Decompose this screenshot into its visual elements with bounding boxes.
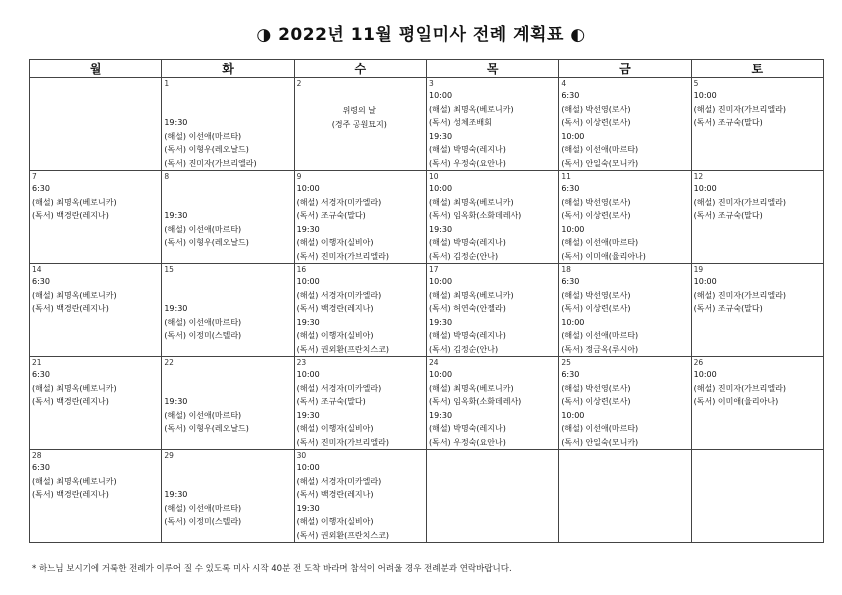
schedule-line: 19:30	[428, 317, 453, 327]
schedule-line: 19:30	[164, 397, 188, 406]
schedule-line: 10:00	[693, 184, 717, 193]
schedule-line: (해설) 서경자(미카엘라)	[296, 197, 382, 207]
liturgy-calendar-table	[29, 59, 824, 543]
schedule-line: (독서) 진미자(가브리엘라)	[164, 158, 257, 168]
schedule-line: (해설) 최명옥(베로니카)	[32, 290, 117, 300]
schedule-line: (해설) 이행자(실비아)	[296, 424, 374, 433]
day-number: 3	[428, 79, 434, 88]
schedule-line: (독서) 진미자(가브리엘라)	[296, 251, 389, 261]
schedule-line: 10:00	[561, 224, 585, 234]
day-cell	[559, 450, 691, 543]
schedule-line: (독서) 이미애(율리아나)	[561, 251, 646, 261]
day-number: 17	[428, 265, 439, 274]
schedule-line: (독서) 조규숙(말다)	[693, 118, 763, 127]
day-cell	[691, 450, 823, 543]
schedule-line: (독서) 조규숙(말다)	[693, 304, 763, 313]
day-cell	[30, 450, 162, 543]
schedule-line: (해설) 진미자(가브리엘라)	[693, 104, 786, 114]
schedule-line: (해설) 박명숙(레지나)	[428, 145, 506, 154]
schedule-line: (해설) 최명옥(베로니카)	[428, 383, 514, 393]
schedule-line: (독서) 이상련(로사)	[561, 304, 631, 313]
day-number: 30	[296, 451, 307, 460]
day-number: 24	[428, 358, 439, 367]
day-cell	[691, 78, 823, 171]
day-number: 18	[561, 265, 571, 274]
schedule-line: (독서) 권외환(프란치스코)	[296, 344, 389, 354]
schedule-line: (독서) 이미애(율리아나)	[693, 397, 779, 406]
day-cell	[426, 264, 558, 357]
schedule-line: 19:30	[296, 503, 320, 513]
schedule-line: 19:30	[164, 118, 188, 127]
schedule-line: (해설) 박명숙(레지나)	[428, 424, 506, 433]
schedule-line: (독서) 이상련(로사)	[561, 211, 631, 220]
schedule-line: (해설) 진미자(가브리엘라)	[693, 383, 786, 393]
day-cell	[30, 78, 162, 171]
weekday-header-fri: 금	[559, 60, 691, 78]
schedule-line: (해설) 최명옥(베로니카)	[428, 197, 514, 207]
day-number	[429, 451, 558, 461]
day-number: 9	[296, 172, 302, 181]
schedule-line: (독서) 허연숙(안젤라)	[428, 304, 506, 313]
day-number	[694, 451, 823, 461]
schedule-line: 19:30	[428, 224, 453, 234]
schedule-line: 10:00	[561, 317, 585, 327]
schedule-line: (독서) 조규숙(말다)	[296, 211, 366, 220]
day-cell	[559, 78, 691, 171]
schedule-line: 10:00	[428, 277, 453, 286]
day-cell	[691, 171, 823, 264]
day-cell	[294, 264, 426, 357]
schedule-line: 19:30	[296, 317, 320, 327]
week-row	[30, 450, 824, 543]
day-number	[561, 451, 690, 461]
schedule-line: (해설) 이선애(마르타)	[164, 224, 242, 234]
schedule-line: (해설) 최명옥(베로니카)	[32, 476, 117, 486]
schedule-line: (독서) 진미자(가브리엘라)	[296, 437, 389, 447]
schedule-line: (해설) 이선애(마르타)	[164, 317, 242, 327]
schedule-line: (독서) 이정미(스텔라)	[164, 517, 242, 526]
schedule-line: (해설) 진미자(가브리엘라)	[693, 290, 786, 300]
day-number: 14	[32, 265, 42, 274]
day-number: 11	[561, 172, 571, 181]
schedule-line: 19:30	[428, 410, 453, 420]
schedule-line: 10:00	[693, 277, 717, 286]
schedule-line: 10:00	[296, 184, 320, 193]
schedule-line: (해설) 이선애(마르타)	[164, 131, 242, 141]
page-title: ◑ 2022년 11월 평일미사 전례 계획표 ◐	[256, 25, 586, 45]
schedule-line: (해설) 박선영(로사)	[561, 290, 631, 300]
day-cell	[426, 450, 558, 543]
day-cell	[30, 171, 162, 264]
holiday-text: (경주 공원묘지)	[331, 119, 387, 129]
schedule-line: 6:30	[32, 277, 50, 286]
schedule-line: (해설) 박선영(로사)	[561, 104, 631, 114]
day-cell	[559, 171, 691, 264]
week-row	[30, 357, 824, 450]
schedule-line: (해설) 이선애(마르타)	[561, 238, 639, 247]
weekday-header-thu: 목	[426, 60, 558, 78]
day-cell	[162, 450, 294, 543]
schedule-line: (독서) 이정미(스텔라)	[164, 331, 242, 340]
schedule-line: 19:30	[164, 304, 188, 313]
day-number: 19	[693, 265, 704, 274]
day-number: 1	[164, 79, 170, 88]
schedule-line: 10:00	[296, 370, 320, 379]
calendar-body	[30, 78, 824, 543]
day-cell	[691, 264, 823, 357]
schedule-line: 19:30	[164, 211, 188, 220]
schedule-line: (독서) 김정순(안나)	[428, 251, 499, 261]
weekday-header-sat: 토	[691, 60, 823, 78]
schedule-line: (해설) 서경자(미카엘라)	[296, 290, 382, 300]
schedule-line: (독서) 우정숙(요안나)	[428, 437, 506, 447]
schedule-line: (해설) 이선애(마르타)	[561, 424, 639, 433]
weekday-header-row	[30, 60, 824, 78]
schedule-line: 6:30	[561, 91, 580, 100]
schedule-line: (해설) 최명옥(베로니카)	[428, 290, 514, 300]
schedule-line: (독서) 성체조배회	[428, 118, 492, 127]
day-cell	[426, 78, 558, 171]
schedule-line: (해설) 이선애(마르타)	[164, 410, 242, 420]
schedule-line: 10:00	[693, 91, 717, 100]
footnote: * 하느님 보시기에 거룩한 전례가 이루어 질 수 있도록 미사 시작 40분 전 도착 바라며 참석이 어려울 경우 전례분과 연락바랍니다.	[32, 564, 512, 574]
schedule-line: (해설) 서경자(미카엘라)	[296, 476, 382, 486]
schedule-line: (해설) 최명옥(베로니카)	[428, 104, 514, 114]
schedule-line: (독서) 백경란(레지나)	[296, 490, 374, 499]
schedule-line: (독서) 백경란(레지나)	[32, 211, 109, 220]
day-cell	[30, 264, 162, 357]
schedule-line: (독서) 조규숙(말다)	[693, 211, 763, 220]
schedule-line: 10:00	[296, 463, 320, 472]
schedule-line: (해설) 이선애(마르타)	[561, 331, 639, 340]
schedule-line: 19:30	[164, 490, 188, 499]
schedule-line: (독서) 이형우(레오날드)	[164, 238, 249, 247]
schedule-line: 10:00	[693, 370, 717, 379]
schedule-line: 6:30	[561, 277, 580, 286]
schedule-line: 10:00	[428, 370, 453, 379]
day-cell	[294, 450, 426, 543]
week-row	[30, 78, 824, 171]
schedule-line: (독서) 안일숙(모니카)	[561, 437, 639, 447]
day-cell	[294, 357, 426, 450]
day-number: 15	[164, 265, 174, 274]
day-cell	[162, 171, 294, 264]
day-cell	[426, 357, 558, 450]
day-number	[32, 79, 161, 89]
schedule-line: (독서) 백경란(레지나)	[296, 304, 374, 313]
schedule-line: 19:30	[296, 410, 320, 420]
weekday-header-tue: 화	[162, 60, 294, 78]
schedule-line: (독서) 백경란(레지나)	[32, 397, 109, 406]
schedule-line: (해설) 최명옥(베로니카)	[32, 383, 117, 393]
schedule-line: 19:30	[296, 224, 320, 234]
day-number: 26	[693, 358, 704, 367]
schedule-line: (독서) 이형우(레오날드)	[164, 145, 249, 154]
schedule-line: (해설) 박명숙(레지나)	[428, 331, 506, 340]
schedule-line: 6:30	[561, 184, 580, 193]
day-cell	[162, 264, 294, 357]
day-cell	[162, 78, 294, 171]
day-cell	[294, 171, 426, 264]
schedule-line: 10:00	[428, 184, 453, 193]
schedule-line: (해설) 박명숙(레지나)	[428, 238, 506, 247]
schedule-line: (독서) 이형우(레오날드)	[164, 424, 249, 433]
schedule-line: (독서) 조규숙(말다)	[296, 397, 366, 406]
schedule-line: 6:30	[561, 370, 580, 379]
day-number: 12	[693, 172, 704, 181]
schedule-line: 6:30	[32, 184, 50, 193]
schedule-line: (해설) 이행자(실비아)	[296, 331, 374, 340]
day-number: 4	[561, 79, 567, 88]
schedule-line: 10:00	[428, 91, 453, 100]
schedule-line: (독서) 백경란(레지나)	[32, 490, 109, 499]
day-number: 25	[561, 358, 571, 367]
day-number: 2	[296, 79, 302, 88]
day-number: 7	[32, 172, 37, 181]
day-number: 5	[693, 79, 699, 88]
schedule-line: (독서) 임옥화(소화데레사)	[428, 397, 522, 406]
schedule-line: 10:00	[296, 277, 320, 286]
schedule-line: (해설) 이선애(마르타)	[561, 145, 639, 154]
weekday-header-wed: 수	[294, 60, 426, 78]
holiday-text: 위령의 날	[342, 106, 377, 115]
week-row	[30, 264, 824, 357]
day-cell	[294, 78, 426, 171]
day-number: 29	[164, 451, 174, 460]
schedule-line: 6:30	[32, 370, 50, 379]
day-number: 21	[32, 358, 42, 367]
schedule-line: (해설) 박선영(로사)	[561, 197, 631, 207]
schedule-line: (독서) 이상련(로사)	[561, 397, 631, 406]
weekday-header-mon: 월	[30, 60, 162, 78]
week-row	[30, 171, 824, 264]
schedule-line: 10:00	[561, 131, 585, 141]
day-number: 23	[296, 358, 307, 367]
schedule-line: (해설) 이행자(실비아)	[296, 238, 374, 247]
schedule-line: (독서) 정금옥(루시아)	[561, 344, 639, 354]
schedule-line: 10:00	[561, 410, 585, 420]
day-cell	[691, 357, 823, 450]
day-number: 16	[296, 265, 307, 274]
day-number: 10	[428, 172, 439, 181]
day-cell	[426, 171, 558, 264]
day-number: 8	[164, 172, 170, 181]
schedule-line: (독서) 김정순(안나)	[428, 344, 499, 354]
day-number: 28	[32, 451, 42, 460]
schedule-line: (독서) 이상련(로사)	[561, 118, 631, 127]
schedule-line: 19:30	[428, 131, 453, 141]
schedule-line: (독서) 백경란(레지나)	[32, 304, 109, 313]
day-cell	[559, 357, 691, 450]
schedule-line: (해설) 최명옥(베로니카)	[32, 197, 117, 207]
schedule-line: (독서) 권외환(프란치스코)	[296, 530, 389, 540]
schedule-line: (독서) 우정숙(요안나)	[428, 158, 506, 168]
day-cell	[30, 357, 162, 450]
day-cell	[162, 357, 294, 450]
schedule-line: (독서) 안일숙(모니카)	[561, 158, 639, 168]
schedule-line: (해설) 서경자(미카엘라)	[296, 383, 382, 393]
schedule-line: (해설) 이선애(마르타)	[164, 503, 242, 513]
day-cell	[559, 264, 691, 357]
schedule-line: (해설) 박선영(로사)	[561, 383, 631, 393]
schedule-line: (해설) 진미자(가브리엘라)	[693, 197, 786, 207]
day-number: 22	[164, 358, 174, 367]
schedule-line: (독서) 임옥화(소화데레사)	[428, 211, 522, 220]
schedule-line: 6:30	[32, 463, 50, 472]
schedule-line: (해설) 이행자(실비아)	[296, 517, 374, 526]
